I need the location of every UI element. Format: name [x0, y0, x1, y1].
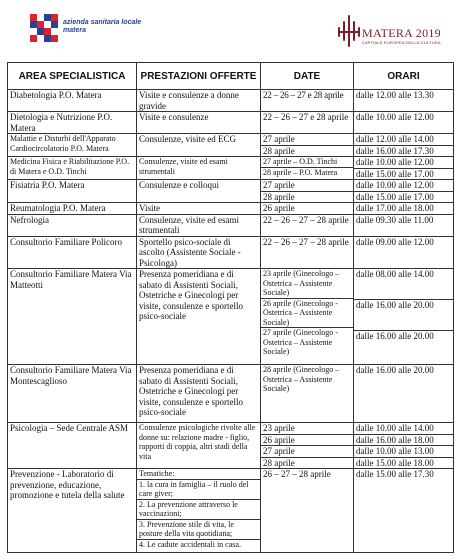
asl-logo-icon [30, 14, 58, 42]
asl-logo [30, 14, 150, 44]
orari-cell: dalle 09.00 alle 12.00 [354, 236, 454, 269]
date-cell: 22 – 26 – 27 – 28 aprile [261, 236, 354, 269]
date-line: 28 aprile [261, 457, 353, 469]
prestazioni-cell: Visite [137, 203, 261, 215]
orari-cell [354, 180, 454, 203]
prestazioni-cell: Consulenze e colloqui [137, 180, 261, 203]
date-cell [261, 157, 354, 180]
orari-line: dalle 16.00 alle 20.00 [354, 299, 453, 330]
table-row [8, 214, 454, 236]
table-row [8, 180, 454, 203]
date-cell: 22 – 26 – 27 e 28 aprile [261, 90, 354, 112]
orari-line: dalle 10.00 alle 14.00 [356, 423, 434, 433]
table-row [8, 236, 454, 269]
table-row [8, 203, 454, 215]
date-line: 27 aprile [263, 134, 295, 144]
orari-cell: dalle 12.00 alle 13.30 [354, 90, 454, 112]
orari-cell: dalle 09.30 alle 11.00 [354, 214, 454, 236]
topic-line: 4. Le cadute accidentali in casa. [137, 539, 260, 550]
date-cell: 22 – 26 – 27 e 28 aprile [261, 112, 354, 134]
date-line: 23 aprile (Ginecologo – Ostetrica – Assistente Sociale) [263, 269, 340, 297]
orari-line: dalle 15.00 alle 17.00 [354, 191, 453, 203]
date-line: 26 aprile [261, 434, 353, 446]
date-line: 28 aprile – P.O. Matera [261, 167, 353, 178]
area-cell: Prevenzione - Laboratorio di prevenzione, educazione, promozione e tutela della salute [8, 469, 137, 553]
date-line: 26 aprile (Ginecologo - Ostetrica – Assistente Sociale) [261, 298, 353, 328]
area-cell: Consultorio Familiare Matera Via Matteotti [8, 269, 137, 365]
table-row [8, 365, 454, 423]
orari-line: dalle 16.00 alle 20.00 [354, 330, 453, 342]
date-cell: 26 – 27 – 28 aprile [261, 469, 354, 553]
header-date: DATE [261, 63, 354, 90]
schedule-table [7, 62, 454, 553]
asl-logo-text [63, 19, 141, 35]
orari-line: dalle 15.00 alle 17.00 [354, 168, 453, 180]
date-cell [261, 269, 354, 365]
date-line: 27 aprile – O.D. Tinchi [263, 157, 338, 166]
prestazioni-cell: Presenza pomeridiana e di sabato di Assistenti Sociali, Ostetriche e Ginecologi per visite, consulenze e sportello psico-sociale [137, 365, 261, 423]
table-row [8, 423, 454, 469]
date-cell [261, 134, 354, 157]
table-header-row [8, 63, 454, 90]
table-row [8, 134, 454, 157]
prestazioni-cell [137, 469, 261, 553]
prestazioni-cell: Visite e consulenze a donne gravide [137, 90, 261, 112]
area-cell: Consultorio Familiare Policoro [8, 236, 137, 269]
date-line: 23 aprile [263, 423, 295, 433]
asl-logo-line2: matera [63, 27, 86, 34]
header-prestazioni: PRESTAZIONI OFFERTE [137, 63, 261, 90]
area-cell: Dietologia e Nutrizione P.O. Matera [8, 112, 137, 134]
date-cell: 28 aprile (Ginecologo – Ostetrica – Assistente Sociale) [261, 365, 354, 423]
orari-cell [354, 157, 454, 180]
date-line: 27 aprile [263, 180, 295, 190]
page-header [0, 0, 455, 60]
table-row [8, 157, 454, 180]
orari-cell [354, 269, 454, 365]
date-cell: 22 – 26 – 27 – 28 aprile [261, 214, 354, 236]
orari-cell: dalle 15.00 alle 17.30 [354, 469, 454, 553]
date-line: 27 aprile (Ginecologo - Ostetrica – Assistente Sociale) [261, 327, 353, 357]
topic-line: 3. Prevenzione stile di vita, le posture della vita quotidiana; [137, 519, 260, 539]
orari-line: dalle 10.00 alle 12.00 [356, 180, 434, 190]
table-row [8, 90, 454, 112]
header-orari: ORARI [354, 63, 454, 90]
prestazioni-cell: Consulenze psicologiche rivolte alle donne su: relazione madre - figlio, rapporti di coppia, altri stadi della vita [137, 423, 261, 469]
orari-cell: dalle 17.00 alle 18.00 [354, 203, 454, 215]
orari-cell [354, 423, 454, 469]
prestazioni-cell: Consulenze, visite ed esami strumentali [137, 157, 261, 180]
area-cell: Medicina Fisica e Riabilitazione P.O. di Matera e O.D. Tinchi [8, 157, 137, 180]
orari-line: dalle 12.00 alle 14.00 [356, 134, 434, 144]
orari-cell: dalle 10.00 alle 12.00 [354, 112, 454, 134]
date-cell: 26 aprile [261, 203, 354, 215]
matera-logo-sub: CAPITALE EUROPEA DELLA CULTURA [362, 40, 441, 45]
prestazioni-cell: Visite e consulenze [137, 112, 261, 134]
date-cell [261, 423, 354, 469]
orari-line: dalle 15.00 alle 18.00 [354, 457, 453, 469]
table-row [8, 112, 454, 134]
area-cell: Nefrologia [8, 214, 137, 236]
orari-line: dalle 10.00 alle 13.00 [354, 445, 453, 457]
prestazioni-cell: Presenza pomeridiana e di sabato di Assistenti Sociali, Ostetriche e Ginecologi per visite, consulenze e sportello psico-sociale [137, 269, 261, 365]
orari-line: dalle 16.00 alle 17.30 [354, 145, 453, 157]
orari-line: dalle 16.00 alle 18.00 [354, 434, 453, 446]
topic-line: 2. La prevenzione attraverso le vaccinazioni; [137, 499, 260, 519]
orari-cell [354, 134, 454, 157]
orari-cell: dalle 16.00 alle 20.00 [354, 365, 454, 423]
prestazioni-cell: Sportello psico-sociale di ascolto (Assistente Sociale - Psicologa) [137, 236, 261, 269]
date-cell [261, 180, 354, 203]
matera-2019-logo [338, 12, 448, 52]
asl-logo-line1: azienda sanitaria locale [63, 19, 142, 26]
area-cell: Fisiatria P.O. Matera [8, 180, 137, 203]
table-row [8, 469, 454, 553]
table-row [8, 269, 454, 365]
topic-line: Tematiche: [139, 469, 175, 478]
orari-line: dalle 10.00 alle 12.00 [356, 157, 434, 167]
area-cell: Psicologia – Sede Centrale ASM [8, 423, 137, 469]
area-cell: Reumatologia P.O. Matera [8, 203, 137, 215]
area-cell: Malattie e Disturbi dell'Apparato Cardiocircolatorio P.O. Matera [8, 134, 137, 157]
matera-mark-icon [338, 14, 360, 48]
date-line: 28 aprile [261, 191, 353, 203]
date-line: 27 aprile [261, 445, 353, 457]
matera-logo-name: MATERA 2019 [362, 26, 441, 40]
prestazioni-cell: Consulenze, visite ed esami strumentali [137, 214, 261, 236]
orari-line: dalle 08.00 alle 14.00 [356, 269, 434, 279]
prestazioni-cell: Consulenze, visite ed ECG [137, 134, 261, 157]
header-area: AREA SPECIALISTICA [8, 63, 137, 90]
date-line: 28 aprile [261, 145, 353, 157]
area-cell: Consultorio Familiare Matera Via Montescaglioso [8, 365, 137, 423]
topic-line: 1. la cura in famiglia – il ruolo del care giver; [137, 479, 260, 499]
area-cell: Diabetologia P.O. Matera [8, 90, 137, 112]
